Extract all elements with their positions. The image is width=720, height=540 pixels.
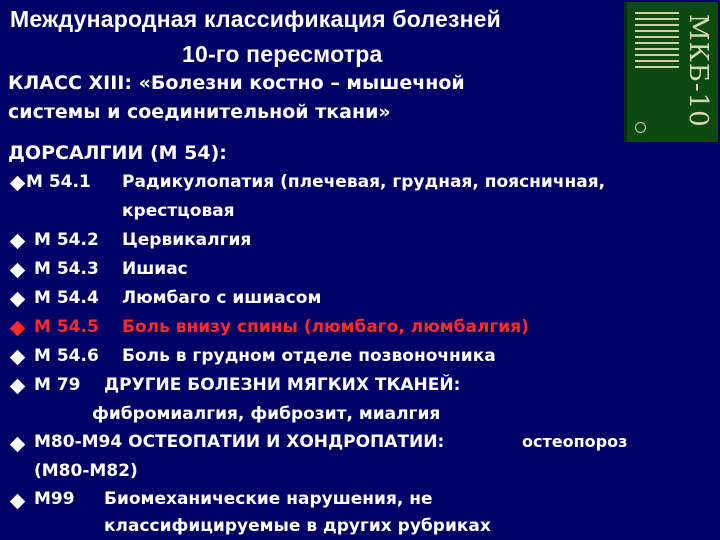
item-code: М 79 bbox=[34, 375, 81, 395]
bullet-diamond-icon bbox=[10, 176, 26, 192]
slide-title-line2: 10-го пересмотра bbox=[182, 41, 383, 67]
bullet-diamond-icon bbox=[10, 437, 26, 453]
section-heading: ДОРСАЛГИИ (М 54): bbox=[8, 142, 227, 164]
item-text: ДРУГИЕ БОЛЕЗНИ МЯГКИХ ТКАНЕЙ: bbox=[104, 375, 461, 395]
item-text: Биомеханические нарушения, не bbox=[104, 489, 433, 509]
item-text: Ишиас bbox=[122, 259, 188, 279]
book-title: МКБ-10 bbox=[683, 14, 713, 128]
item-code: М 54.6 bbox=[34, 346, 99, 366]
item-code: М 54.4 bbox=[34, 288, 99, 308]
class-heading-line2: системы и соединительной ткани» bbox=[8, 101, 391, 123]
who-logo-icon bbox=[635, 122, 646, 133]
item-text-cont: (М80-М82) bbox=[34, 461, 138, 481]
book-cover-text-lines bbox=[635, 12, 679, 72]
item-text: Радикулопатия (плечевая, грудная, поясничная, bbox=[122, 172, 606, 192]
item-code: М 54.1 bbox=[26, 172, 91, 192]
bullet-diamond-icon bbox=[10, 494, 26, 510]
item-code: М 54.3 bbox=[34, 259, 99, 279]
bullet-diamond-icon bbox=[10, 321, 26, 337]
bullet-diamond-icon bbox=[10, 292, 26, 308]
bullet-diamond-icon bbox=[10, 350, 26, 366]
class-heading-line1: КЛАСС XIII: «Болезни костно – мышечной bbox=[8, 72, 465, 94]
item-code: М80-М94 ОСТЕОПАТИИ И ХОНДРОПАТИИ: bbox=[34, 432, 445, 452]
item-code: М99 bbox=[34, 489, 75, 509]
item-text-cont: фибромиалгия, фиброзит, миалгия bbox=[92, 404, 441, 424]
item-text: Боль в грудном отделе позвоночника bbox=[122, 346, 496, 366]
item-text: Люмбаго с ишиасом bbox=[122, 288, 322, 308]
item-text-cont: классифицируемые в других рубриках bbox=[104, 516, 491, 536]
slide-title-line1: Международная классификация болезней bbox=[10, 6, 502, 32]
bullet-diamond-icon bbox=[10, 263, 26, 279]
item-code: М 54.2 bbox=[34, 230, 99, 250]
item-text: Боль внизу спины (люмбаго, люмбалгия) bbox=[122, 317, 529, 337]
bullet-diamond-icon bbox=[10, 234, 26, 250]
item-text: остеопороз bbox=[522, 432, 628, 451]
item-text-cont: крестцовая bbox=[122, 201, 235, 221]
icd10-book-cover-image bbox=[624, 2, 718, 142]
bullet-diamond-icon bbox=[10, 379, 26, 395]
item-text: Цервикалгия bbox=[122, 230, 252, 250]
item-code: М 54.5 bbox=[34, 317, 99, 337]
